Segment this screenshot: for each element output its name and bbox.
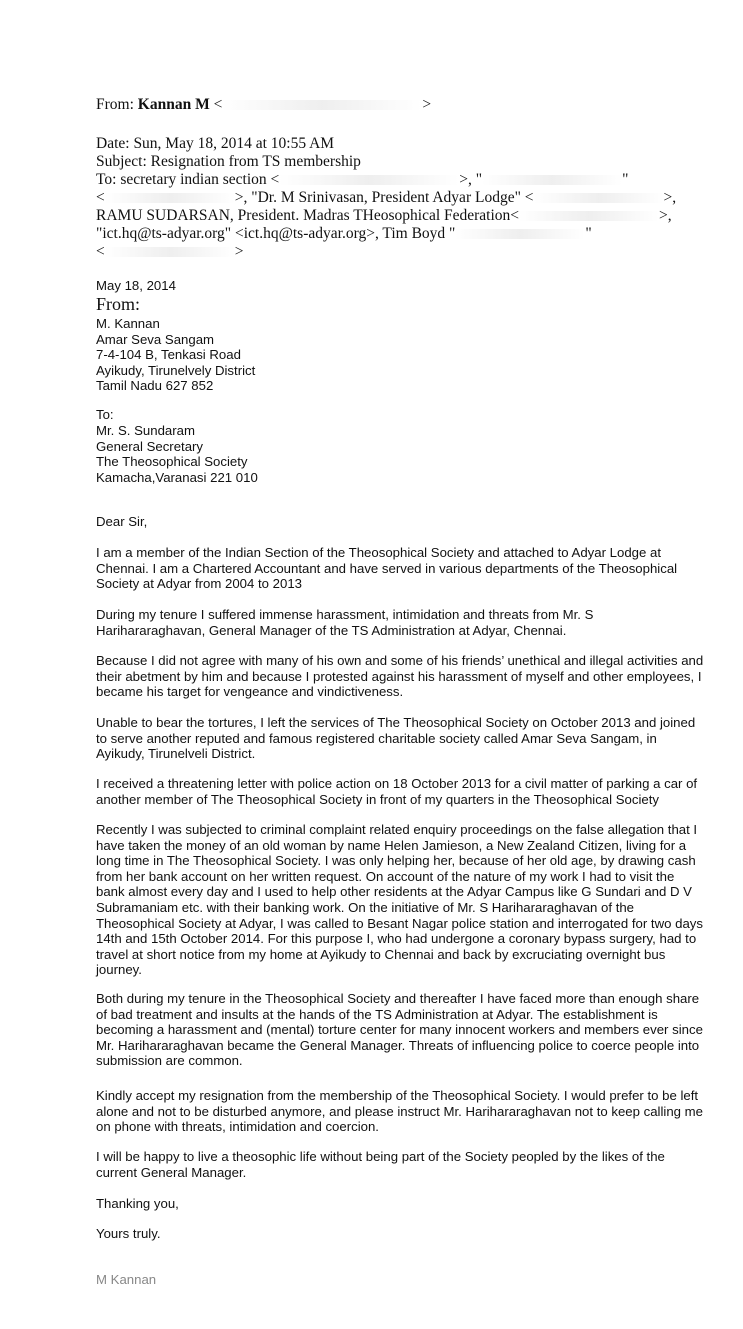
- body-paragraph: Unable to bear the tortures, I left the services of The Theosophical Society on October 2013 and joined to serve another reputed and famous registered charitable society called Amar Seva Sangam, in Ayikudy, Tirunelveli District.: [96, 715, 696, 762]
- address-line: Mr. S. Sundaram: [96, 423, 195, 438]
- body-paragraph: Recently I was subjected to criminal complaint related enquiry proceedings on the false allegation that I have taken the money of an old woman by name Helen Jamieson, a New Zealand Citizen, living for a long time in The Theosophical Society. I was only helping her, because of her old age, by drawing cash from her bank account on her written request. On account of the nature of my work I had to visit the bank almost every day and I used to help other residents at the Adyar Campus like G Sundari and D V Subramaniam etc. with their banking work. On the initiative of Mr. S Harihararaghavan of the Theosophical Society at Adyar, I was called to Besant Nagar police station and interrogated for two days 14th and 15th October 2014. For this purpose I, who had undergone a coronary bypass surgery, had to travel at short notice from my home at Ayikudy to Chennai and back by excruciating overnight bus journey.: [96, 822, 703, 978]
- redacted-email: [534, 193, 664, 203]
- redacted-email: [105, 247, 235, 257]
- redacted-email: [519, 211, 659, 221]
- signature: M Kannan: [96, 1272, 157, 1287]
- letter-from-heading: From:: [96, 294, 141, 314]
- body-paragraph: During my tenure I suffered immense harassment, intimidation and threats from Mr. S Harihararaghavan, General Manager of the TS Administration at Adyar, Chennai.: [96, 607, 594, 638]
- salutation: Dear Sir,: [96, 514, 148, 529]
- redacted-email: [105, 193, 235, 203]
- email-to-line-4: "ict.hq@ts-adyar.org" <ict.hq@ts-adyar.org>, Tim Boyd " ": [96, 225, 592, 242]
- email-from-line: From: Kannan M < >: [96, 96, 432, 113]
- email-to-line-3: RAMU SUDARSAN, President. Madras THeosophical Federation< >,: [96, 207, 672, 224]
- address-line: Kamacha,Varanasi 221 010: [96, 469, 258, 485]
- redacted-email: [482, 175, 622, 185]
- letter-date: May 18, 2014: [96, 278, 176, 293]
- redacted-email: [455, 229, 585, 239]
- email-date: Date: Sun, May 18, 2014 at 10:55 AM: [96, 135, 335, 152]
- address-line: The Theosophical Society: [96, 454, 248, 469]
- closing-yours: Yours truly.: [96, 1226, 161, 1241]
- address-line: M. Kannan: [96, 316, 160, 331]
- email-to-line-2: < >, "Dr. M Srinivasan, President Adyar Lodge" < >,: [96, 189, 677, 206]
- address-line: Amar Seva Sangam: [96, 331, 215, 347]
- address-line: Tamil Nadu 627 852: [96, 378, 214, 393]
- redacted-email: [279, 175, 459, 185]
- letter-to-heading: To:: [96, 407, 114, 422]
- email-subject: Subject: Resignation from TS membership: [96, 153, 361, 170]
- from-name: Kannan M: [137, 96, 210, 113]
- address-line: Ayikudy, Tirunelvely District: [96, 362, 256, 378]
- sender-address: [96, 316, 255, 394]
- address-line: 7-4-104 B, Tenkasi Road: [96, 347, 241, 362]
- email-to-line-5: < >: [96, 243, 244, 260]
- body-paragraph: Kindly accept my resignation from the membership of the Theosophical Society. I would prefer to be left alone and not to be disturbed anymore, and please instruct Mr. Harihararaghavan not to keep calling me on phone with threats, intimidation and coercion.: [96, 1088, 703, 1135]
- email-header: [96, 0, 716, 270]
- body-paragraph: Because I did not agree with many of his own and some of his friends’ unethical and illegal activities and their abetment by him and because I protested against his harassment of myself and other employees, I became his target for vengeance and vindictiveness.: [96, 653, 704, 700]
- recipient-address: [96, 423, 258, 485]
- from-label: From:: [96, 96, 134, 113]
- closing-thanks: Thanking you,: [96, 1196, 179, 1211]
- address-line: General Secretary: [96, 438, 204, 454]
- body-paragraph: I will be happy to live a theosophic life without being part of the Society peopled by the likes of the current General Manager.: [96, 1149, 665, 1180]
- body-paragraph: Both during my tenure in the Theosophical Society and thereafter I have faced more than enough share of bad treatment and insults at the hands of the TS Administration at Adyar. The establishment is becoming a harassment and (mental) torture center for many innocent workers and members ever since Mr. Harihararaghavan became the General Manager. Threats of influencing police to coerce people into submission are common.: [96, 991, 703, 1069]
- body-paragraph: I received a threatening letter with police action on 18 October 2013 for a civil matter of parking a car of another member of The Theosophical Society in front of my quarters in the Theosophical Society: [96, 776, 698, 807]
- body-paragraph: I am a member of the Indian Section of the Theosophical Society and attached to Adyar Lodge at Chennai. I am a Chartered Accountant and have served in various departments of the Theosophical Society at Adyar from 2004 to 2013: [96, 545, 678, 592]
- redacted-email: [222, 100, 422, 110]
- email-to-line-1: To: secretary indian section < >, " ": [96, 171, 629, 188]
